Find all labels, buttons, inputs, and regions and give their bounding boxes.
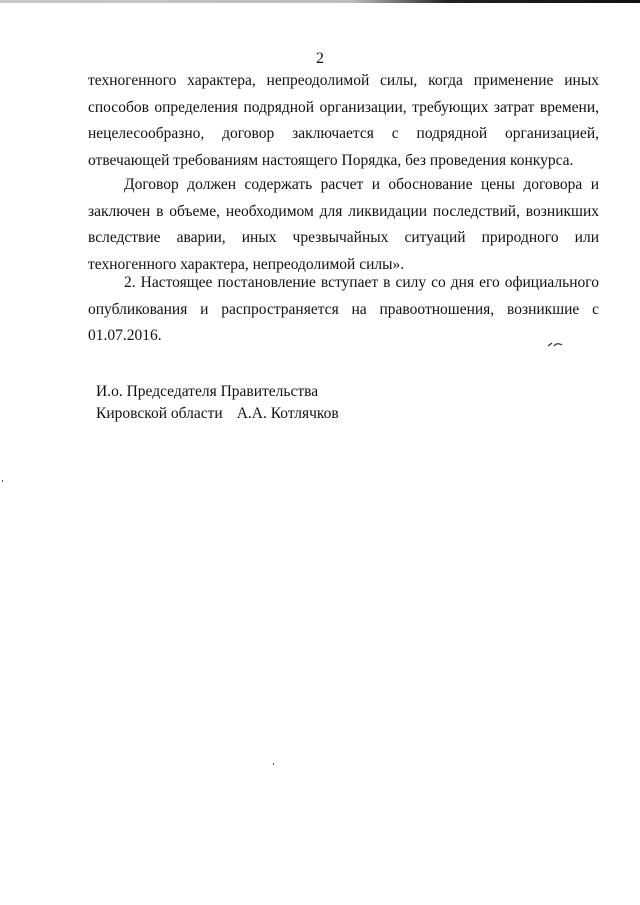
paragraph-effective-date: 2. Настоящее постановление вступает в силу со дня его официального опубликования и распространяется на правоотношения, возникшие с 01.07.2016.: [88, 274, 599, 344]
handwritten-mark-icon: [547, 340, 563, 348]
paragraph-continuation: техногенного характера, непреодолимой силы, когда применение иных способов определения подрядной организации, требующих затрат времени, нецелесообразно, договор заключается с подрядной организацией, отвечающей требованиям настоящего Порядка, без проведения конкурса.: [88, 72, 599, 169]
signatory-position: И.о. Председателя Правительства: [96, 383, 319, 400]
signatory-block: [96, 403, 339, 425]
top-border-line: [0, 0, 640, 3]
paragraph-contract-terms: Договор должен содержать расчет и обоснование цены договора и заключен в объеме, необходимом для ликвидации последствий, возникших вследствие аварии, иных чрезвычайных ситуаций природного или техногенного характера, непреодолимой силы».: [88, 176, 599, 273]
page-number: 2: [316, 50, 324, 67]
signatory-region: Кировской области: [96, 405, 223, 422]
signatory-name: А.А. Котлячков: [236, 405, 339, 422]
scan-speck: [273, 763, 274, 765]
scan-speck: [2, 480, 3, 482]
